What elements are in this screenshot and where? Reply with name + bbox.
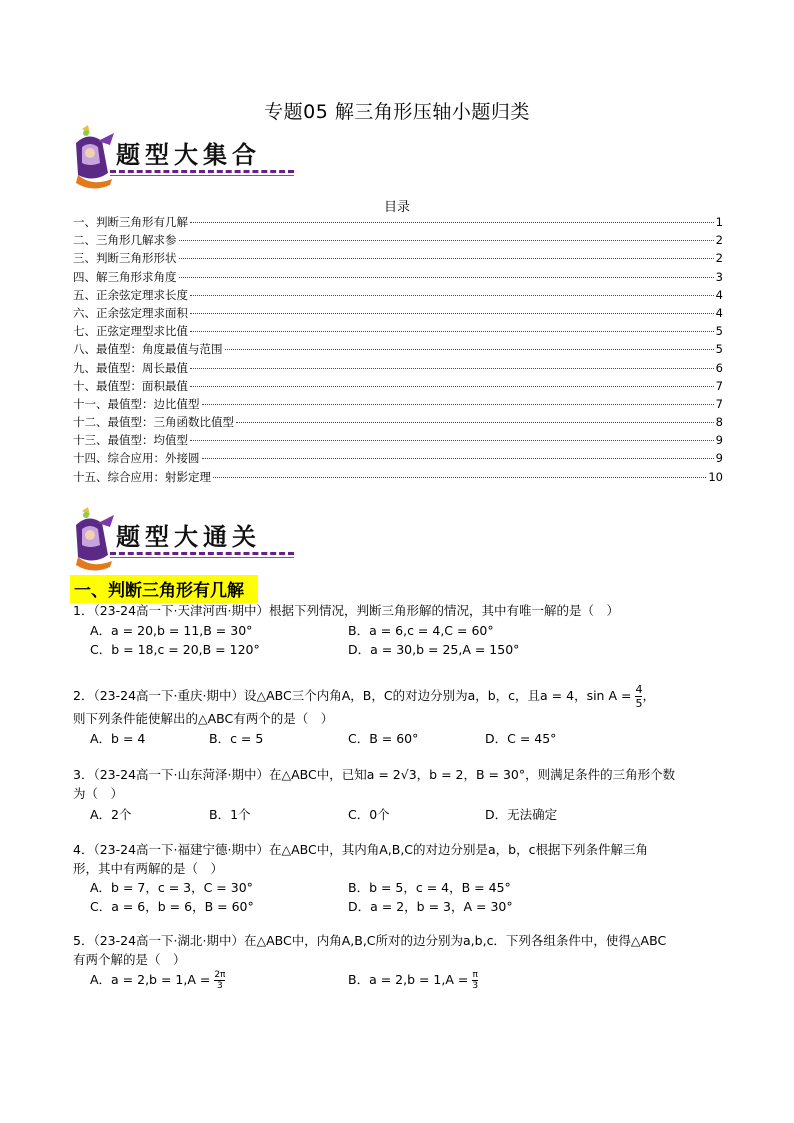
question-3-stem: 3．（23-24高一下·山东菏泽·期中）在△ABC中，已知a = 2√3，b = 2，B = 30°，则满足条件的三角形个数 (73, 767, 676, 782)
toc-entry[interactable] (73, 250, 723, 268)
toc-entry[interactable] (73, 341, 723, 359)
question-5-stem: 5．（23-24高一下·湖北·期中）在△ABC中，内角A,B,C所对的边分别为a,b,c．下列各组条件中，使得△ABC (73, 933, 667, 948)
toc-entry-label: 九、最值型：周长最值 (73, 360, 188, 375)
toc-leader-dots (190, 313, 714, 314)
toc-entry[interactable] (73, 287, 723, 305)
toc-entry-page: 2 (715, 233, 723, 248)
banner-topic-practice (68, 505, 298, 575)
toc-entry[interactable] (73, 232, 723, 250)
toc-leader-dots (236, 422, 714, 423)
toc-entry-page: 4 (715, 305, 723, 320)
fraction-numerator: 4 (635, 683, 643, 696)
section-heading: 一、判断三角形有几解 (70, 575, 258, 603)
question-2-stem-text: 2．（23-24高一下·重庆·期中）设△ABC三个内角A，B，C的对边分别为a，b，c，且a = 4，sin A = (73, 688, 632, 703)
toc-leader-dots (225, 349, 714, 350)
toc-entry-label: 七、正弦定理型求比值 (73, 324, 188, 339)
banner-underline (110, 170, 294, 173)
question-5-option-b (348, 970, 478, 991)
table-of-contents (73, 214, 723, 487)
toc-entry-label: 十、最值型：面积最值 (73, 378, 188, 393)
toc-entry-label: 十四、综合应用：外接圆 (73, 451, 200, 466)
banner-topic-collection (68, 123, 298, 193)
question-5-stem-line2: 有两个解的是（ ） (73, 952, 186, 967)
question-4-option-a: A．b = 7，c = 3，C = 30° (90, 880, 253, 895)
toc-leader-dots (190, 331, 714, 332)
toc-entry-page: 9 (715, 433, 723, 448)
toc-entry[interactable] (73, 214, 723, 232)
toc-entry-page: 1 (715, 215, 723, 229)
wizard-mascot-icon (68, 123, 122, 193)
toc-entry[interactable] (73, 469, 723, 487)
toc-leader-dots (190, 386, 714, 387)
fraction-denominator: 3 (217, 981, 223, 991)
toc-leader-dots (202, 458, 714, 459)
wizard-mascot-icon (68, 505, 122, 575)
toc-entry-label: 三、判断三角形形状 (73, 251, 177, 266)
fraction-numerator: 2π (214, 970, 226, 980)
toc-leader-dots (202, 404, 714, 405)
question-2-option-b: B．c = 5 (209, 731, 264, 746)
question-1-stem: 1．（23-24高一下·天津河西·期中）根据下列情况，判断三角形解的情况，其中有唯一解的是（ ） (73, 603, 619, 618)
toc-entry[interactable] (73, 269, 723, 287)
fraction-denominator: 3 (472, 981, 479, 991)
question-4-option-c: C．a = 6，b = 6，B = 60° (90, 899, 254, 914)
toc-entry-label: 十二、最值型：三角函数比值型 (73, 415, 234, 430)
toc-leader-dots (179, 240, 714, 241)
toc-entry-page: 9 (715, 451, 723, 466)
toc-entry-label: 四、解三角形求角度 (73, 269, 177, 284)
question-1-option-c: C．b = 18,c = 20,B = 120° (90, 642, 260, 657)
question-2-option-c: C．B = 60° (348, 731, 419, 746)
toc-entry-page: 5 (715, 342, 723, 357)
toc-leader-dots (179, 277, 714, 278)
toc-entry[interactable] (73, 360, 723, 378)
toc-leader-dots (190, 222, 714, 223)
toc-leader-dots (213, 477, 706, 478)
question-5-option-a (90, 970, 225, 991)
toc-entry[interactable] (73, 414, 723, 432)
question-3-option-b: B．1个 (209, 807, 251, 822)
question-5-option-b-text: B．a = 2,b = 1,A = (348, 972, 469, 987)
toc-entry-label: 二、三角形几解求参 (73, 233, 177, 248)
toc-entry-label: 一、判断三角形有几解 (73, 215, 188, 229)
banner-underline-thin (110, 557, 294, 558)
banner-underline-thin (110, 175, 294, 176)
fraction (214, 970, 225, 991)
toc-entry[interactable] (73, 450, 723, 468)
toc-leader-dots (190, 295, 714, 296)
banner-underline (110, 552, 294, 555)
question-3-stem-line2: 为（ ） (73, 786, 124, 801)
toc-entry[interactable] (73, 323, 723, 341)
question-3-option-c: C．0个 (348, 807, 390, 822)
toc-entry[interactable] (73, 305, 723, 323)
question-2-option-a: A．b = 4 (90, 731, 146, 746)
toc-entry-label: 十三、最值型：均值型 (73, 433, 188, 448)
question-2-option-d: D．C = 45° (485, 731, 557, 746)
toc-entry-page: 4 (715, 287, 723, 302)
question-2-stem (73, 683, 733, 710)
toc-entry-label: 五、正余弦定理求长度 (73, 287, 188, 302)
question-4-stem: 4．（23-24高一下·福建宁德·期中）在△ABC中，其内角A,B,C的对边分别是a，b，c根据下列条件解三角 (73, 842, 648, 857)
question-5-option-a-text: A．a = 2,b = 1,A = (90, 972, 211, 987)
question-4-stem-line2: 形，其中有两解的是（ ） (73, 861, 224, 876)
page-title: 专题05 解三角形压轴小题归类 (264, 101, 530, 123)
question-2-stem-comma: ， (642, 688, 655, 703)
toc-leader-dots (190, 368, 714, 369)
toc-entry-label: 六、正余弦定理求面积 (73, 305, 188, 320)
toc-entry-page: 3 (715, 269, 723, 284)
toc-entry-page: 8 (715, 415, 723, 430)
toc-entry-label: 十五、综合应用：射影定理 (73, 469, 211, 484)
question-3-option-d: D．无法确定 (485, 807, 558, 822)
toc-title: 目录 (383, 200, 410, 215)
toc-leader-dots (179, 258, 714, 259)
toc-leader-dots (190, 440, 714, 441)
toc-entry[interactable] (73, 432, 723, 450)
toc-entry-page: 7 (715, 378, 723, 393)
banner-text: 题型大通关 (116, 522, 261, 551)
question-4-option-b: B．b = 5，c = 4，B = 45° (348, 880, 511, 895)
toc-entry-page: 10 (708, 469, 723, 484)
toc-entry[interactable] (73, 396, 723, 414)
question-1-option-d: D．a = 30,b = 25,A = 150° (348, 642, 520, 657)
toc-entry-label: 十一、最值型：边比值型 (73, 396, 200, 411)
question-1-option-b: B．a = 6,c = 4,C = 60° (348, 623, 494, 638)
banner-text: 题型大集合 (116, 140, 261, 169)
toc-entry-page: 5 (715, 324, 723, 339)
toc-entry-label: 八、最值型：角度最值与范围 (73, 342, 223, 357)
fraction-denominator: 5 (635, 697, 643, 710)
question-2-stem-line2: 则下列条件能使解出的△ABC有两个的是（ ） (73, 711, 334, 726)
fraction (472, 970, 478, 991)
question-4-option-d: D．a = 2，b = 3，A = 30° (348, 899, 513, 914)
question-3-option-a: A．2个 (90, 807, 132, 822)
question-1-option-a: A．a = 20,b = 11,B = 30° (90, 623, 253, 638)
toc-entry-page: 7 (715, 396, 723, 411)
fraction-numerator: π (472, 970, 478, 980)
toc-entry[interactable] (73, 378, 723, 396)
toc-entry-page: 2 (715, 251, 723, 266)
toc-entry-page: 6 (715, 360, 723, 375)
